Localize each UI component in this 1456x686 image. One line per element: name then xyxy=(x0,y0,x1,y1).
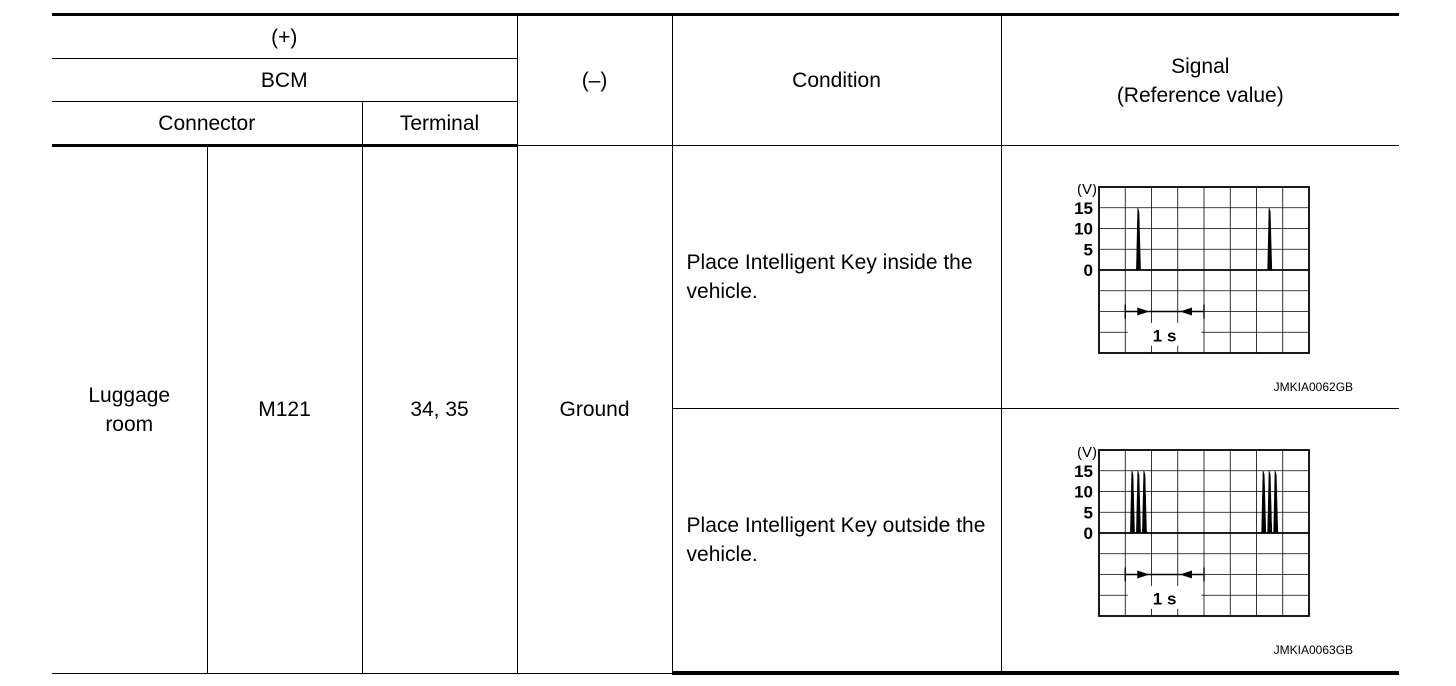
connector-header: Connector xyxy=(52,102,362,146)
waveform-pulse xyxy=(1130,471,1134,533)
signal-header: Signal (Reference value) xyxy=(1001,15,1399,146)
waveform-pulse xyxy=(1136,471,1140,533)
y-tick-label: 5 xyxy=(1083,503,1093,523)
figure-code-outside: JMKIA0063GB xyxy=(1273,643,1354,657)
location-cell: Luggage room xyxy=(52,146,207,674)
y-unit-label: (V) xyxy=(1076,447,1097,461)
time-scale-label: 1 s xyxy=(1152,589,1176,609)
waveform-pulse xyxy=(1142,471,1146,533)
waveform-pulse xyxy=(1261,471,1265,533)
y-tick-label: 10 xyxy=(1073,482,1093,502)
waveform-inside xyxy=(1062,184,1352,364)
waveform-pulse xyxy=(1267,208,1271,270)
minus-header: (–) xyxy=(517,15,672,146)
signal-reference-table xyxy=(52,13,1399,675)
time-marker xyxy=(1137,571,1149,579)
waveform-pulse xyxy=(1267,471,1271,533)
y-tick-label: 15 xyxy=(1073,461,1093,481)
time-scale-label: 1 s xyxy=(1152,326,1176,346)
terminal-cell: 34, 35 xyxy=(362,146,517,674)
y-tick-label: 0 xyxy=(1083,524,1093,543)
plus-header: (+) xyxy=(52,15,517,59)
waveform-pulse xyxy=(1136,208,1140,270)
waveform-outside xyxy=(1062,447,1352,627)
y-unit-label: (V) xyxy=(1076,184,1097,198)
connector-cell: M121 xyxy=(207,146,362,674)
signal-outside-cell xyxy=(1001,409,1399,674)
condition-header: Condition xyxy=(672,15,1001,146)
condition-inside-cell xyxy=(672,146,1001,409)
y-tick-label: 10 xyxy=(1073,219,1093,239)
terminal-header: Terminal xyxy=(362,102,517,146)
y-tick-label: 5 xyxy=(1083,240,1093,260)
signal-inside-cell xyxy=(1001,146,1399,409)
condition-outside-cell xyxy=(672,409,1001,674)
waveform-pulse xyxy=(1273,471,1277,533)
y-tick-label: 0 xyxy=(1083,261,1093,280)
condition-outside-text: Place Intelligent Key outside the vehicle. xyxy=(686,514,986,566)
time-marker xyxy=(1180,571,1192,579)
time-marker xyxy=(1180,308,1192,316)
ground-cell: Ground xyxy=(517,146,672,674)
figure-code-inside: JMKIA0062GB xyxy=(1273,380,1354,394)
time-marker xyxy=(1137,308,1149,316)
y-tick-label: 15 xyxy=(1073,198,1093,218)
condition-inside-text: Place Intelligent Key inside the vehicle. xyxy=(686,251,973,303)
bcm-header: BCM xyxy=(52,59,517,102)
